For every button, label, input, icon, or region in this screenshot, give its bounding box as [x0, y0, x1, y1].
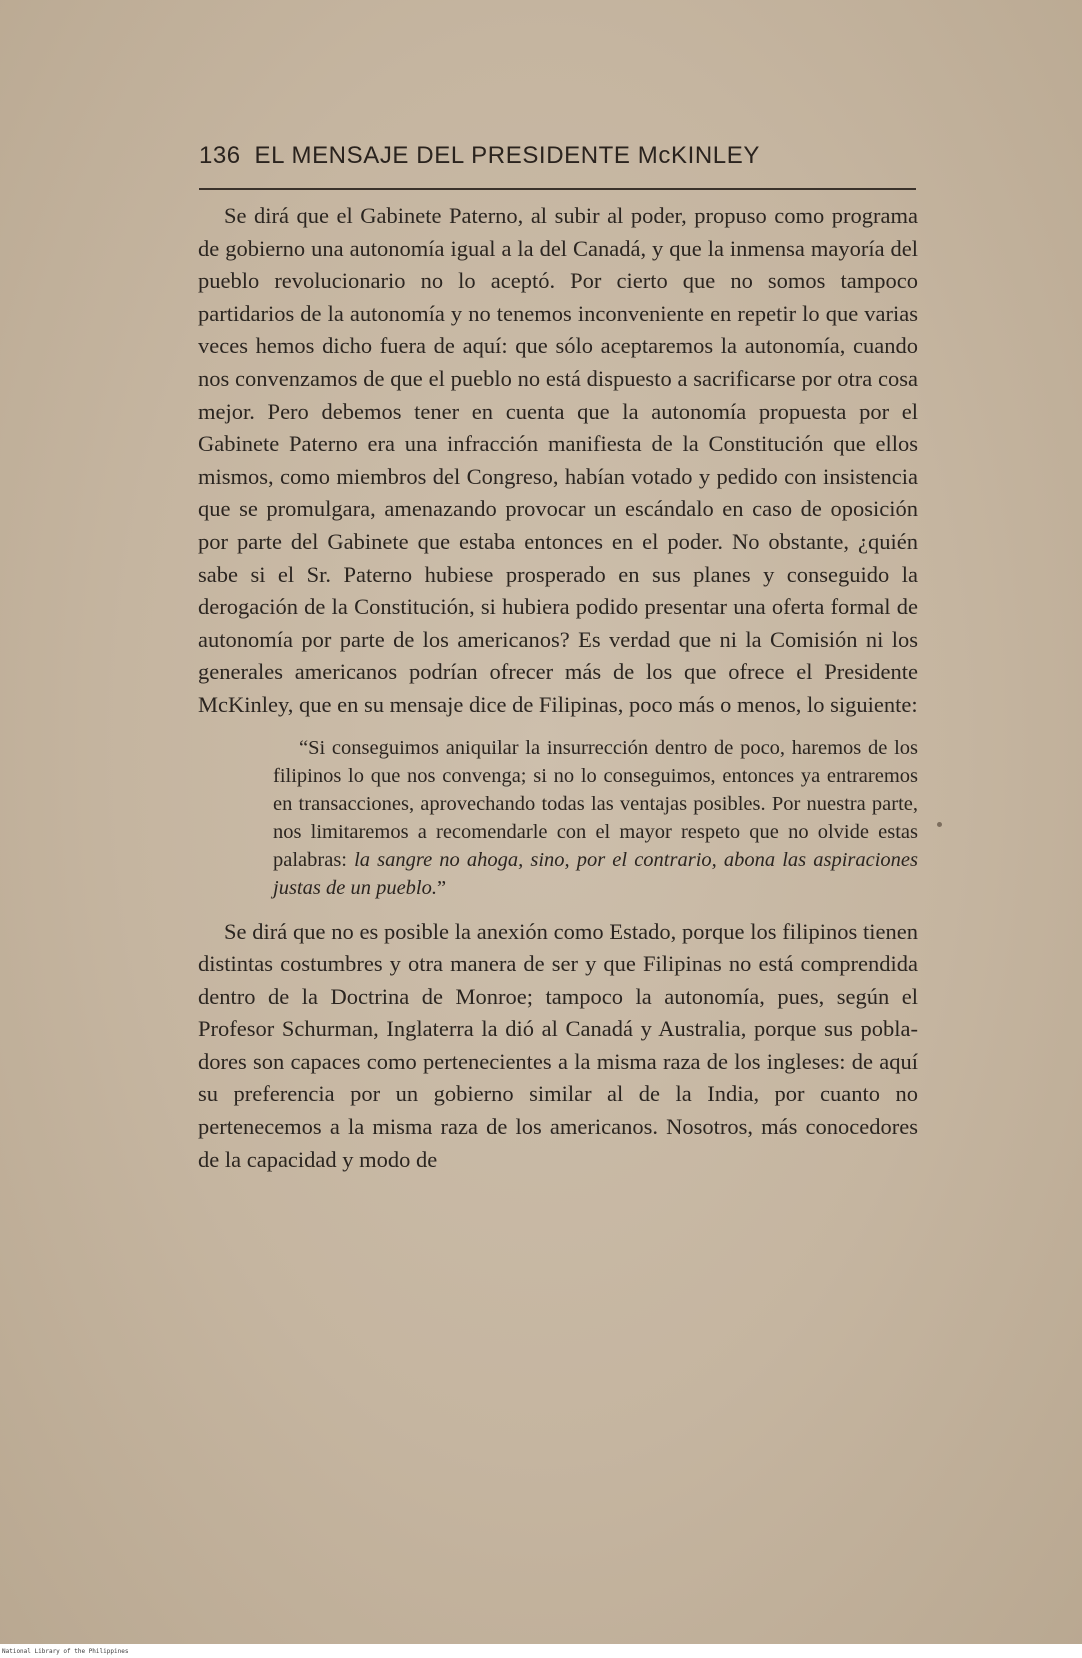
quote-close-mark: ” [437, 876, 447, 899]
running-head [199, 142, 919, 182]
paper-speck [937, 822, 942, 827]
paragraph-2: Se dirá que no es posible la anexión como Estado, porque los filipinos tienen distintas costumbres y otra manera de ser y que Filipinas no está comprendida dentro de la Doctrina de Monroe; tampoco la autonomía, pues, según el Profesor Schurman, Inglaterra la dió al Canadá y Australia, porque sus pobladores son capaces como pertenecientes a la misma raza de los ingleses: de aquí su preferencia por un gobierno similar al de la India, por cuanto no pertenecemos a la misma raza de los americanos. Nosotros, más conocedores de la capacidad y modo de [198, 918, 918, 1172]
page-number: 136 [199, 142, 241, 169]
block-quote [198, 734, 918, 902]
scan-footer-strip [0, 1644, 1082, 1658]
body-text [198, 200, 918, 1176]
quote-text: “Si conseguimos aniquilar la insurrección dentro de poco, haremos de los filipinos lo que nos convenga; si no lo conseguimos, entonces ya entraremos en transacciones, aprovechando todas las ventajas posibles. Por nuestra parte, nos limitaremos a recomendarle con el mayor respeto que no olvide estas palabras: [273, 736, 918, 871]
header-rule [199, 188, 916, 190]
paragraph-1: Se dirá que el Gabinete Paterno, al subir al poder, propuso como programa de gobierno una autonomía igual a la del Canadá, y que la inmensa mayoría del pueblo revolucionario no lo aceptó. Por cierto que no somos tampoco partidarios de la autonomía y no tenemos inconveniente en repetir lo que varias veces hemos dicho fuera de aquí: que sólo aceptaremos la autonomía, cuando nos convenzamos de que el pueblo no está dispuesto a sacrificarse por otra cosa mejor. Pero debemos tener en cuenta que la autonomía propuesta por el Gabinete Paterno era una infracción manifiesta de la Constitución que ellos mismos, como miembros del Congreso, habían votado y pedido con insistencia que se promulgara, amenazando provocar un escándalo en caso de oposición por parte del Gabinete que estaba entonces en el poder. No obstante, ¿quién sabe si el Sr. Paterno hubiese prosperado en sus planes y conseguido la derogación de la Constitución, si hubiera podido presentar una oferta formal de autonomía por parte de los americanos? Es verdad que ni la Comisión ni los generales americanos podrían ofrecer más de los que ofrece el Presidente McKinley, que en su mensaje dice de Filipinas, poco más o menos, lo siguiente: [198, 203, 918, 717]
running-title: EL MENSAJE DEL PRESIDENTE McKINLEY [254, 142, 760, 169]
library-watermark: National Library of the Philippines [2, 1648, 129, 1655]
quote-italic-text: la sangre no ahoga, sino, por el contrario, abona las aspiraciones justas de un pueblo. [273, 848, 918, 899]
